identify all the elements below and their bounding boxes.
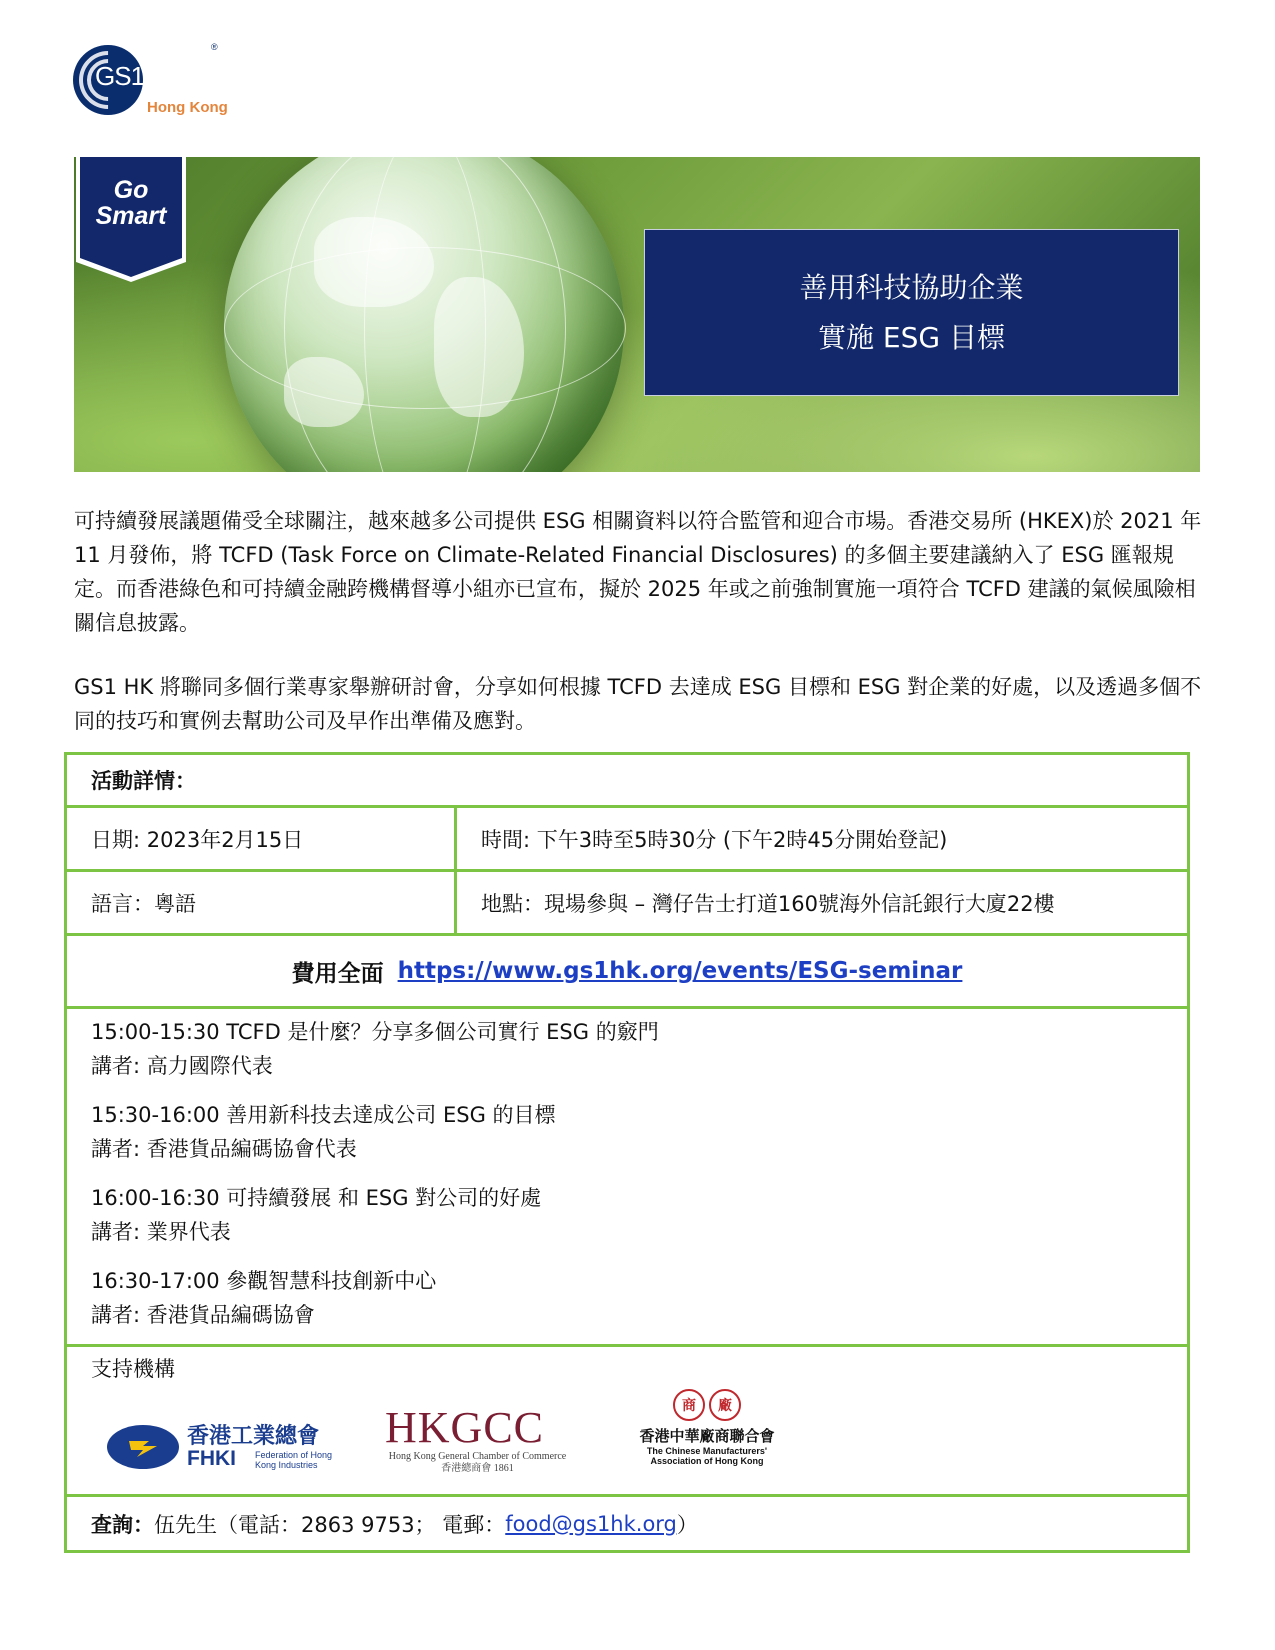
- hkgcc-logo: [385, 1405, 570, 1490]
- fee-row: [67, 936, 1187, 1009]
- go-smart-line-2: Smart: [95, 202, 167, 230]
- supporters-row: [67, 1347, 1187, 1497]
- event-time: 時間: 下午3時至5時30分 (下午2時45分開始登記): [454, 808, 1177, 869]
- go-smart-badge: [76, 157, 186, 282]
- agenda-row: [67, 1009, 1187, 1347]
- agenda-session: 16:30-17:00 參觀智慧科技創新中心: [91, 1269, 437, 1293]
- details-heading: 活動詳情：: [91, 769, 196, 793]
- language-venue-row: [67, 872, 1187, 936]
- registration-link[interactable]: https://www.gs1hk.org/events/ESG-seminar: [397, 958, 963, 984]
- fhki-name-en: Federation of Hong Kong Industries: [255, 1450, 333, 1470]
- agenda-item: [91, 1181, 1163, 1249]
- fhki-abbr: FHKI: [187, 1447, 236, 1470]
- intro-paragraph-1: 可持續發展議題備受全球關注，越來越多公司提供 ESG 相關資料以符合監管和迎合市場。香港交易所 (HKEX)於 2021 年 11 月發佈，將 TCFD (Task Force on Climate-Related Financial Disclosures) 的多個主要建議納入了 ESG 匯報規定。而香港綠色和可持續金融跨機構督導小組亦已宣布，擬於 2025 年或之前強制實施一項符合 TCFD 建議的氣候風險相關信息披露。: [74, 509, 1202, 635]
- gs1-logo: [73, 42, 243, 122]
- fhki-name-cn: 香港工業總會: [187, 1424, 320, 1449]
- agenda-item: [91, 1098, 1163, 1166]
- agenda-speaker: 講者: 高力國際代表: [91, 1054, 273, 1078]
- agenda-session: 15:30-16:00 善用新科技去達成公司 ESG 的目標: [91, 1103, 556, 1127]
- contact-email-link[interactable]: food@gs1hk.org: [505, 1511, 677, 1536]
- agenda-speaker: 講者: 香港貨品編碼協會: [91, 1303, 315, 1327]
- banner-title-line-1: 善用科技協助企業: [799, 270, 1024, 304]
- hero-banner: [74, 157, 1200, 472]
- contact-text: 伍先生（電話：2863 9753； 電郵：: [154, 1512, 506, 1537]
- intro-paragraph-2: GS1 HK 將聯同多個行業專家舉辦研討會，分享如何根據 TCFD 去達成 ESG 目標和 ESG 對企業的好處，以及透過多個不同的技巧和實例去幫助公司及早作出準備及應對。: [74, 675, 1202, 733]
- fhki-emblem-icon: [125, 1431, 161, 1461]
- cma-seal-icon: 廠: [709, 1389, 741, 1421]
- gs1-logo-region: Hong Kong: [147, 99, 228, 116]
- gs1-logo-word: GS1: [95, 61, 145, 91]
- fee-label: 費用全面: [291, 960, 384, 987]
- agenda-session: 15:00-15:30 TCFD 是什麼？分享多個公司實行 ESG 的竅門: [91, 1020, 659, 1044]
- hkgcc-abbr: HKGCC: [385, 1403, 545, 1452]
- details-heading-row: [67, 755, 1187, 808]
- go-smart-line-1: Go: [113, 176, 149, 204]
- event-language: 語言：粵語: [91, 891, 196, 916]
- cma-name-en-1: The Chinese Manufacturers': [646, 1446, 768, 1456]
- agenda-session: 16:00-16:30 可持續發展 和 ESG 對公司的好處: [91, 1186, 542, 1210]
- contact-close: ）: [676, 1512, 698, 1537]
- contact-label: 查詢：: [91, 1512, 154, 1537]
- event-venue: 地點：現場參與 – 灣仔告士打道160號海外信託銀行大廈22樓: [454, 872, 1177, 933]
- agenda-item: [91, 1264, 1163, 1332]
- registered-mark: ®: [211, 42, 218, 52]
- cma-name-cn: 香港中華廠商聯合會: [639, 1427, 775, 1445]
- event-details-table: [64, 752, 1190, 1553]
- event-date: 日期: 2023年2月15日: [91, 827, 304, 852]
- agenda-speaker: 講者: 業界代表: [91, 1220, 231, 1244]
- cma-seal-icon: 商: [673, 1389, 705, 1421]
- cma-name-en-2: Association of Hong Kong: [650, 1456, 764, 1466]
- hkgcc-name-cn: 香港總商會 1861: [441, 1463, 514, 1474]
- agenda-speaker: 講者: 香港貨品編碼協會代表: [91, 1137, 357, 1161]
- date-time-row: [67, 808, 1187, 872]
- fhki-logo: [107, 1417, 357, 1477]
- banner-title-box: [644, 229, 1179, 396]
- supporters-label: 支持機構: [91, 1357, 175, 1381]
- agenda-item: [91, 1015, 1163, 1083]
- hkgcc-name-en: Hong Kong General Chamber of Commerce: [388, 1451, 567, 1462]
- banner-title-line-2: 實施 ESG 目標: [818, 320, 1005, 354]
- cma-logo: [622, 1389, 792, 1479]
- glass-globe-image: [224, 157, 624, 472]
- contact-row: [67, 1497, 1187, 1550]
